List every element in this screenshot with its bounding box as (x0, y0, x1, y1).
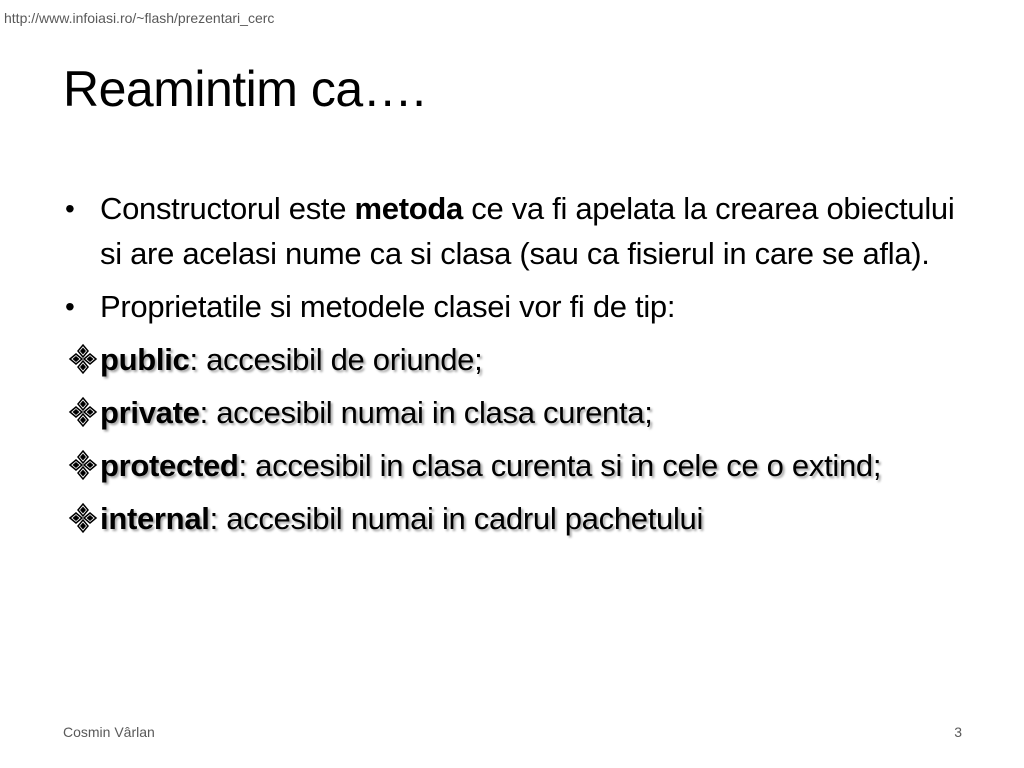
modifier-private (63, 390, 963, 435)
modifier-internal (63, 496, 963, 541)
modifier-keyword: internal (100, 501, 210, 536)
modifier-keyword: private (100, 395, 200, 430)
four-diamond-icon (67, 343, 99, 375)
modifier-description: : accesibil in clasa curenta si in cele ce o extind; (238, 448, 882, 483)
slide-title: Reamintim ca…. (63, 61, 426, 117)
modifier-description: : accesibil numai in cadrul pachetului (209, 501, 704, 536)
four-diamond-icon (67, 449, 99, 481)
modifier-public (63, 337, 963, 382)
four-diamond-icon (67, 396, 99, 428)
modifier-keyword: protected (100, 448, 239, 483)
bullet-text-before: Constructorul este (100, 191, 355, 226)
bullet-bold-keyword: metoda (354, 191, 463, 226)
bullet-dot-icon: • (65, 291, 75, 322)
bullet-constructor (63, 186, 963, 276)
bullet-text: Proprietatile si metodele clasei vor fi de tip: (100, 289, 676, 324)
bullet-dot-icon: • (65, 193, 75, 224)
modifier-description: : accesibil numai in clasa curenta; (199, 395, 653, 430)
page-number: 3 (954, 724, 962, 740)
four-diamond-icon (67, 502, 99, 534)
modifier-keyword: public (100, 342, 190, 377)
bullet-properties (63, 284, 963, 329)
header-url: http://www.infoiasi.ro/~flash/prezentari_cerc (4, 10, 275, 26)
bullet-text-after: ce va fi apelata la crearea obiectului si are acelasi nume ca si clasa (sau ca fisierul in care se afla). (100, 191, 955, 271)
footer-author: Cosmin Vârlan (63, 724, 155, 740)
modifier-protected (63, 443, 963, 488)
slide-content (63, 186, 963, 541)
modifier-description: : accesibil de oriunde; (189, 342, 483, 377)
